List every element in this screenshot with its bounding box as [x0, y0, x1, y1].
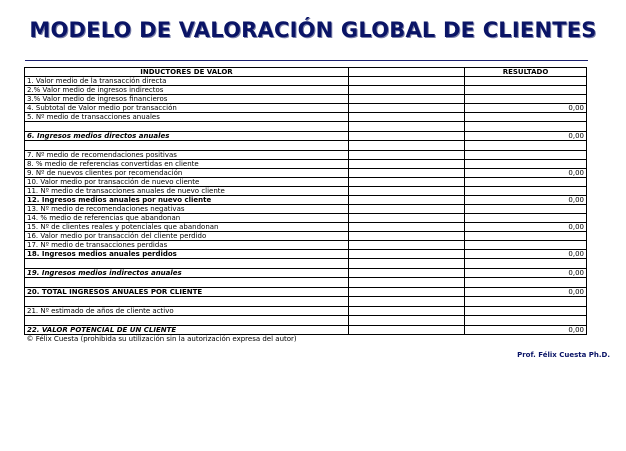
input-cell[interactable]: [349, 77, 465, 86]
table-row: [25, 178, 587, 187]
row-label: 14. % medio de referencias que abandonan: [25, 214, 349, 223]
row-label: 5. Nº medio de transacciones anuales: [25, 113, 349, 122]
input-cell[interactable]: [349, 307, 465, 316]
result-cell: [465, 278, 587, 288]
page-title: MODELO DE VALORACIÓN GLOBAL DE CLIENTES: [29, 18, 597, 42]
table-row: [25, 223, 587, 232]
input-cell[interactable]: [349, 178, 465, 187]
table-row: [25, 297, 587, 307]
input-cell[interactable]: [349, 160, 465, 169]
row-label: 18. Ingresos medios anuales perdidos: [25, 250, 349, 259]
result-cell: [465, 241, 587, 250]
result-cell: 0,00: [465, 326, 587, 335]
result-cell: 0,00: [465, 269, 587, 278]
result-cell: 0,00: [465, 196, 587, 205]
row-label: 1. Valor medio de la transacción directa: [25, 77, 349, 86]
input-cell[interactable]: [349, 297, 465, 307]
table-row: [25, 326, 587, 335]
header-inductores: INDUCTORES DE VALOR: [25, 68, 349, 77]
row-label: 15. Nº de clientes reales y potenciales que abandonan: [25, 223, 349, 232]
input-cell[interactable]: [349, 122, 465, 132]
input-cell[interactable]: [349, 326, 465, 335]
table-row: [25, 151, 587, 160]
table-row: [25, 104, 587, 113]
table-row: [25, 77, 587, 86]
row-label: 13. Nº medio de recomendaciones negativas: [25, 205, 349, 214]
result-cell: [465, 307, 587, 316]
result-cell: [465, 297, 587, 307]
input-cell[interactable]: [349, 205, 465, 214]
table-row: [25, 141, 587, 151]
row-label: [25, 122, 349, 132]
input-cell[interactable]: [349, 288, 465, 297]
row-label: [25, 297, 349, 307]
input-cell[interactable]: [349, 196, 465, 205]
table-row: [25, 269, 587, 278]
row-label: [25, 259, 349, 269]
input-cell[interactable]: [349, 151, 465, 160]
table-row: [25, 95, 587, 104]
table-row: [25, 307, 587, 316]
author-credit: Prof. Félix Cuesta Ph.D.: [517, 351, 610, 359]
table-row: [25, 196, 587, 205]
table-row: [25, 113, 587, 122]
result-cell: [465, 141, 587, 151]
input-cell[interactable]: [349, 232, 465, 241]
table-row: [25, 241, 587, 250]
row-label: 17. Nº medio de transacciones perdidas: [25, 241, 349, 250]
result-cell: [465, 160, 587, 169]
input-cell[interactable]: [349, 187, 465, 196]
row-label: 2.% Valor medio de ingresos indirectos: [25, 86, 349, 95]
input-cell[interactable]: [349, 141, 465, 151]
copyright-note: © Félix Cuesta (prohibida su utilización sin la autorización expresa del autor): [26, 335, 297, 343]
input-cell[interactable]: [349, 269, 465, 278]
result-cell: [465, 122, 587, 132]
input-cell[interactable]: [349, 223, 465, 232]
row-label: 6. Ingresos medios directos anuales: [25, 132, 349, 141]
table-row: [25, 278, 587, 288]
result-cell: [465, 77, 587, 86]
table-row: [25, 160, 587, 169]
row-label: 21. Nº estimado de años de cliente activo: [25, 307, 349, 316]
title-underline: [25, 60, 588, 61]
table-row: [25, 122, 587, 132]
table-row: [25, 132, 587, 141]
result-cell: [465, 178, 587, 187]
row-label: 19. Ingresos medios indirectos anuales: [25, 269, 349, 278]
table-row: [25, 86, 587, 95]
result-cell: [465, 86, 587, 95]
result-cell: 0,00: [465, 169, 587, 178]
header-row: [25, 68, 587, 77]
row-label: [25, 141, 349, 151]
header-blank: [349, 68, 465, 77]
row-label: 20. TOTAL INGRESOS ANUALES POR CLIENTE: [25, 288, 349, 297]
result-cell: [465, 259, 587, 269]
row-label: 10. Valor medio por transacción de nuevo cliente: [25, 178, 349, 187]
table-row: [25, 187, 587, 196]
result-cell: [465, 187, 587, 196]
table-row: [25, 169, 587, 178]
valuation-table: [24, 67, 587, 343]
input-cell[interactable]: [349, 95, 465, 104]
input-cell[interactable]: [349, 169, 465, 178]
row-label: 12. Ingresos medios anuales por nuevo cliente: [25, 196, 349, 205]
table-row: [25, 288, 587, 297]
result-cell: 0,00: [465, 250, 587, 259]
table-row: [25, 205, 587, 214]
header-resultado: RESULTADO: [465, 68, 587, 77]
input-cell[interactable]: [349, 241, 465, 250]
result-cell: [465, 113, 587, 122]
row-label: 7. Nº medio de recomendaciones positivas: [25, 151, 349, 160]
copyright-row: [25, 335, 587, 344]
result-cell: [465, 95, 587, 104]
input-cell[interactable]: [349, 250, 465, 259]
input-cell[interactable]: [349, 214, 465, 223]
table-row: [25, 316, 587, 326]
result-cell: [465, 232, 587, 241]
result-cell: 0,00: [465, 132, 587, 141]
result-cell: [465, 316, 587, 326]
result-cell: 0,00: [465, 288, 587, 297]
input-cell[interactable]: [349, 104, 465, 113]
input-cell[interactable]: [349, 86, 465, 95]
row-label: 3.% Valor medio de ingresos financieros: [25, 95, 349, 104]
result-cell: [465, 205, 587, 214]
table-row: [25, 250, 587, 259]
row-label: [25, 278, 349, 288]
table-row: [25, 232, 587, 241]
result-cell: 0,00: [465, 223, 587, 232]
result-cell: [465, 214, 587, 223]
input-cell[interactable]: [349, 113, 465, 122]
result-cell: 0,00: [465, 104, 587, 113]
table-row: [25, 214, 587, 223]
input-cell[interactable]: [349, 316, 465, 326]
row-label: 9. Nº de nuevos clientes por recomendación: [25, 169, 349, 178]
row-label: [25, 316, 349, 326]
row-label: 22. VALOR POTENCIAL DE UN CLIENTE: [25, 326, 349, 335]
table-row: [25, 259, 587, 269]
row-label: 8. % medio de referencias convertidas en cliente: [25, 160, 349, 169]
input-cell[interactable]: [349, 259, 465, 269]
row-label: 11. Nº medio de transacciones anuales de nuevo cliente: [25, 187, 349, 196]
row-label: 4. Subtotal de Valor medio por transacción: [25, 104, 349, 113]
result-cell: [465, 151, 587, 160]
input-cell[interactable]: [349, 132, 465, 141]
row-label: 16. Valor medio por transacción del cliente perdido: [25, 232, 349, 241]
input-cell[interactable]: [349, 278, 465, 288]
